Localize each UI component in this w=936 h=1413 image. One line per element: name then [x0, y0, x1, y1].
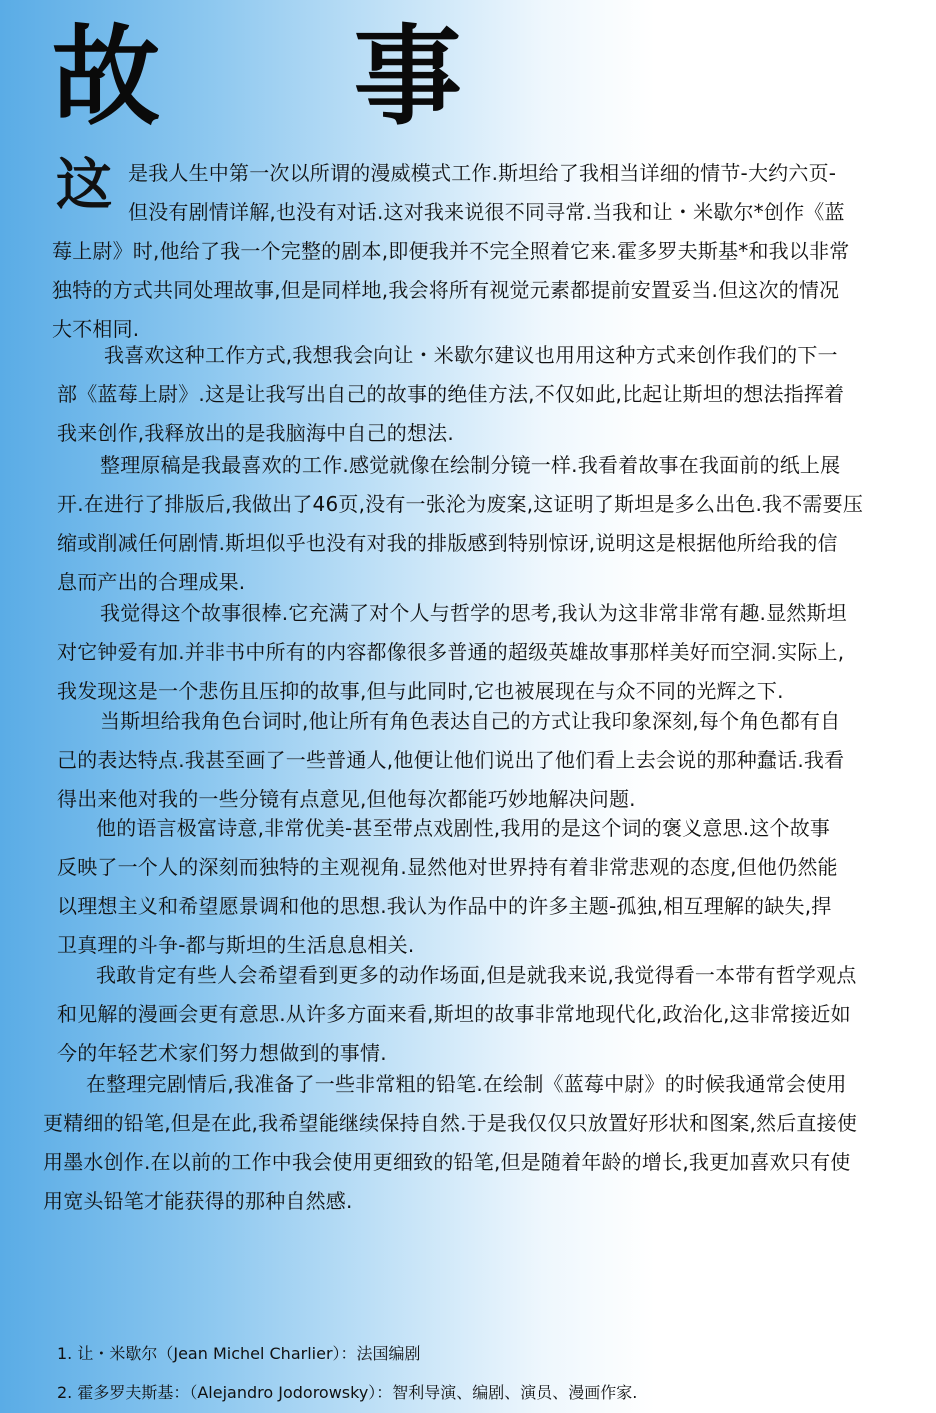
text-line: 己的表达特点.我甚至画了一些普通人,他便让他们说出了他们看上去会说的那种蠢话.我看	[57, 748, 845, 772]
text-line: 更精细的铅笔,但是在此,我希望能继续保持自然.于是我仅仅只放置好形状和图案,然后直接使	[43, 1111, 858, 1135]
page-title: 故 事	[52, 15, 540, 140]
text-line: 以理想主义和希望愿景调和他的思想.我认为作品中的许多主题-孤独,相互理解的缺失,捍	[57, 894, 832, 918]
text-line: 在整理完剧情后,我准备了一些非常粗的铅笔.在绘制《蓝莓中尉》的时候我通常会使用	[86, 1072, 847, 1096]
text-line: 用宽头铅笔才能获得的那种自然感.	[43, 1189, 353, 1213]
footnote: 1. 让・米歇尔（Jean Michel Charlier）：法国编剧	[57, 1344, 421, 1363]
text-line: 大不相同.	[52, 317, 140, 341]
text-line: 缩或削减任何剧情.斯坦似乎也没有对我的排版感到特别惊讶,说明这是根据他所给我的信	[57, 531, 838, 555]
text-line: 开.在进行了排版后,我做出了46页,没有一张沦为废案,这证明了斯坦是多么出色.我不需要压	[57, 492, 864, 516]
text-line: 和见解的漫画会更有意思.从许多方面来看,斯坦的故事非常地现代化,政治化,这非常接近如	[57, 1002, 851, 1026]
text-line: 对它钟爱有加.并非书中所有的内容都像很多普通的超级英雄故事那样美好而空洞.实际上,	[57, 640, 845, 664]
text-line: 反映了一个人的深刻而独特的主观视角.显然他对世界持有着非常悲观的态度,但他仍然能	[57, 855, 838, 879]
text-line: 得出来他对我的一些分镜有点意见,但他每次都能巧妙地解决问题.	[57, 787, 636, 811]
text-line: 他的语言极富诗意,非常优美-甚至带点戏剧性,我用的是这个词的褒义意思.这个故事	[96, 816, 831, 840]
text-line: 当斯坦给我角色台词时,他让所有角色表达自己的方式让我印象深刻,每个角色都有自	[100, 709, 841, 733]
text-line: 息而产出的合理成果.	[57, 570, 246, 594]
text-line: 今的年轻艺术家们努力想做到的事情.	[57, 1041, 387, 1065]
text-line: 卫真理的斗争-都与斯坦的生活息息相关.	[57, 933, 415, 957]
footnote: 2. 霍多罗夫斯基：（Alejandro Jodorowsky）：智利导演、编剧、演员、漫画作家.	[57, 1383, 638, 1402]
text-line: 用墨水创作.在以前的工作中我会使用更细致的铅笔,但是随着年龄的增长,我更加喜欢只有使	[43, 1150, 851, 1174]
text-line: 整理原稿是我最喜欢的工作.感觉就像在绘制分镜一样.我看着故事在我面前的纸上展	[100, 453, 841, 477]
text-line: 我敢肯定有些人会希望看到更多的动作场面,但是就我来说,我觉得看一本带有哲学观点	[96, 963, 857, 987]
text-line: 是我人生中第一次以所谓的漫威模式工作.斯坦给了我相当详细的情节-大约六页-	[128, 161, 837, 185]
drop-cap: 这	[56, 153, 112, 218]
text-line: 莓上尉》时,他给了我一个完整的剧本,即便我并不完全照着它来.霍多罗夫斯基*和我以非常	[52, 239, 850, 263]
text-line: 我喜欢这种工作方式,我想我会向让・米歇尔建议也用用这种方式来创作我们的下一	[104, 343, 838, 367]
text-line: 独特的方式共同处理故事,但是同样地,我会将所有视觉元素都提前安置妥当.但这次的情况	[52, 278, 840, 302]
text-line: 我来创作,我释放出的是我脑海中自己的想法.	[57, 421, 454, 445]
text-line: 部《蓝莓上尉》.这是让我写出自己的故事的绝佳方法,不仅如此,比起让斯坦的想法指挥着	[57, 382, 845, 406]
text-line: 我觉得这个故事很棒.它充满了对个人与哲学的思考,我认为这非常非常有趣.显然斯坦	[100, 601, 847, 625]
text-line: 但没有剧情详解,也没有对话.这对我来说很不同寻常.当我和让・米歇尔*创作《蓝	[128, 200, 845, 224]
text-line: 我发现这是一个悲伤且压抑的故事,但与此同时,它也被展现在与众不同的光辉之下.	[57, 679, 784, 703]
